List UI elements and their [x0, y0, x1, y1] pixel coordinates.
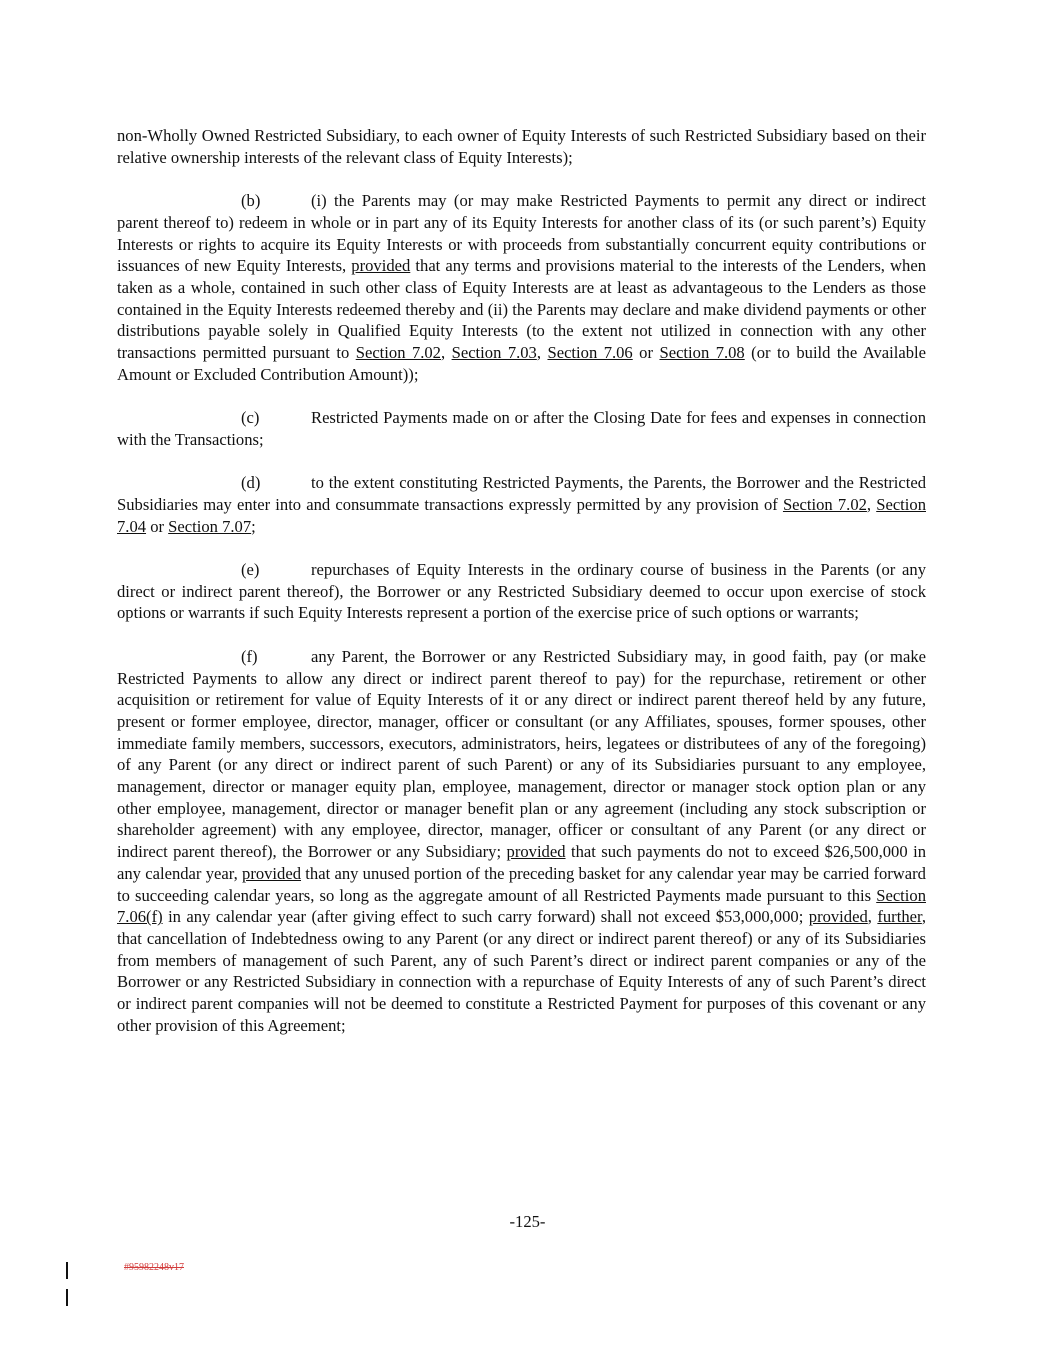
- page-number: -125-: [509, 1212, 546, 1231]
- section-reference: Section 7.04: [117, 494, 926, 536]
- clause-label-e: (e): [241, 560, 260, 579]
- defined-term: provided: [351, 256, 411, 276]
- defined-term: provided: [242, 863, 302, 883]
- paragraph-c: (c) Restricted Payments made on or after the Closing Date for fees and expenses in connection with the Transactions;: [117, 408, 926, 449]
- defined-term: further: [877, 907, 922, 927]
- section-reference: Section 7.06: [547, 343, 633, 363]
- revision-bar: [66, 1289, 68, 1306]
- paragraph-intro: non-Wholly Owned Restricted Subsidiary, to each owner of Equity Interests of such Restricted Subsidiary based on their relative ownership interests of the relevant class of Equity Interests);: [117, 126, 926, 167]
- paragraph-e: (e) repurchases of Equity Interests in the ordinary course of business in the Parents (or any direct or indirect parent thereof), the Borrower or any Restricted Subsidiary deemed to occur upon exercise of stock options or warrants if such Equity Interests represent a portion of the exercise price of such options or warrants;: [117, 560, 926, 623]
- section-reference: Section 7.03: [451, 343, 537, 363]
- document-id: #95982248v17: [124, 1262, 184, 1273]
- defined-term: provided: [506, 842, 566, 862]
- paragraph-d: (d) to the extent constituting Restricted Payments, the Parents, the Borrower and the Restricted Subsidiaries may enter into and consummate transactions expressly permitted by any provision of Section 7.02, Section 7.04 or Section 7.07;: [117, 473, 926, 536]
- clause-label-c: (c): [241, 408, 260, 428]
- paragraph-b: (b) (i) the Parents may (or may make Restricted Payments to permit any direct or indirect parent thereof to) redeem in whole or in part any of its Equity Interests for another class of its (or such parent’s) Equity Interests or rights to acquire its Equity Interests or with proceeds from substantially concurrent equity contributions or issuances of new Equity Interests, provided that any terms and provisions material to the interests of the Lenders, when taken as a whole, contained in such other class of Equity Interests are at least as advantageous to the Lenders as those contained in the Equity Interests redeemed thereby and (ii) the Parents may declare and make dividend payments or other distributions payable solely in Qualified Equity Interests (to the extent not utilized in connection with any other transactions permitted pursuant to Section 7.02, Section 7.03, Section 7.06 or Section 7.08 (or to build the Available Amount or Excluded Contribution Amount));: [117, 191, 926, 384]
- section-reference: Section 7.02: [355, 343, 441, 363]
- paragraph-f: (f) any Parent, the Borrower or any Restricted Subsidiary may, in good faith, pay (or make Restricted Payments to allow any direct or indirect parent thereof to pay) for the repurchase, retirement or other acquisition or retirement for value of Equity Interests of it or any direct or indirect parent thereof held by any future, present or former employee, director, manager, officer or consultant (or any Affiliates, spouses, former spouses, other immediate family members, successors, executors, administrators, heirs, legatees or distributees of any of the foregoing) of any Parent (or any direct or indirect parent of such Parent) or any of its Subsidiaries pursuant to any employee, management, director or manager equity plan, employee, management, director or manager stock option plan or any other employee, management, director or manager benefit plan or any agreement (including any stock subscription or shareholder agreement) with any employee, director, manager, officer or consultant of any Parent (or any direct or indirect parent thereof), the Borrower or any Subsidiary; provided that such payments do not to exceed $26,500,000 in any calendar year, provided that any unused portion of the preceding basket for any calendar year may be carried forward to succeeding calendar years, so long as the aggregate amount of all Restricted Payments made pursuant to this Section 7.06(f) in any calendar year (after giving effect to such carry forward) shall not exceed $53,000,000; provided, further, that cancellation of Indebtedness owing to any Parent (or any direct or indirect parent thereof) or any of its Subsidiaries from members of management of such Parent, any of such Parent’s direct or indirect parent companies or any of the Borrower or any Restricted Subsidiary in connection with a repurchase of Equity Interests of any of such Parent’s direct or indirect parent companies will not be deemed to constitute a Restricted Payment for purposes of this covenant or any other provision of this Agreement;: [117, 646, 926, 1035]
- defined-term: provided: [808, 907, 868, 927]
- clause-label-d: (d): [241, 473, 261, 493]
- section-reference: Section 7.06(f): [117, 885, 926, 927]
- document-body: [117, 125, 926, 1058]
- section-reference: Section 7.02: [782, 494, 867, 514]
- clause-label-f: (f): [241, 646, 258, 666]
- revision-bar: [66, 1262, 68, 1279]
- clause-label-b: (b): [241, 191, 261, 211]
- section-reference: Section 7.08: [659, 343, 745, 363]
- section-reference: Section 7.07: [168, 516, 252, 536]
